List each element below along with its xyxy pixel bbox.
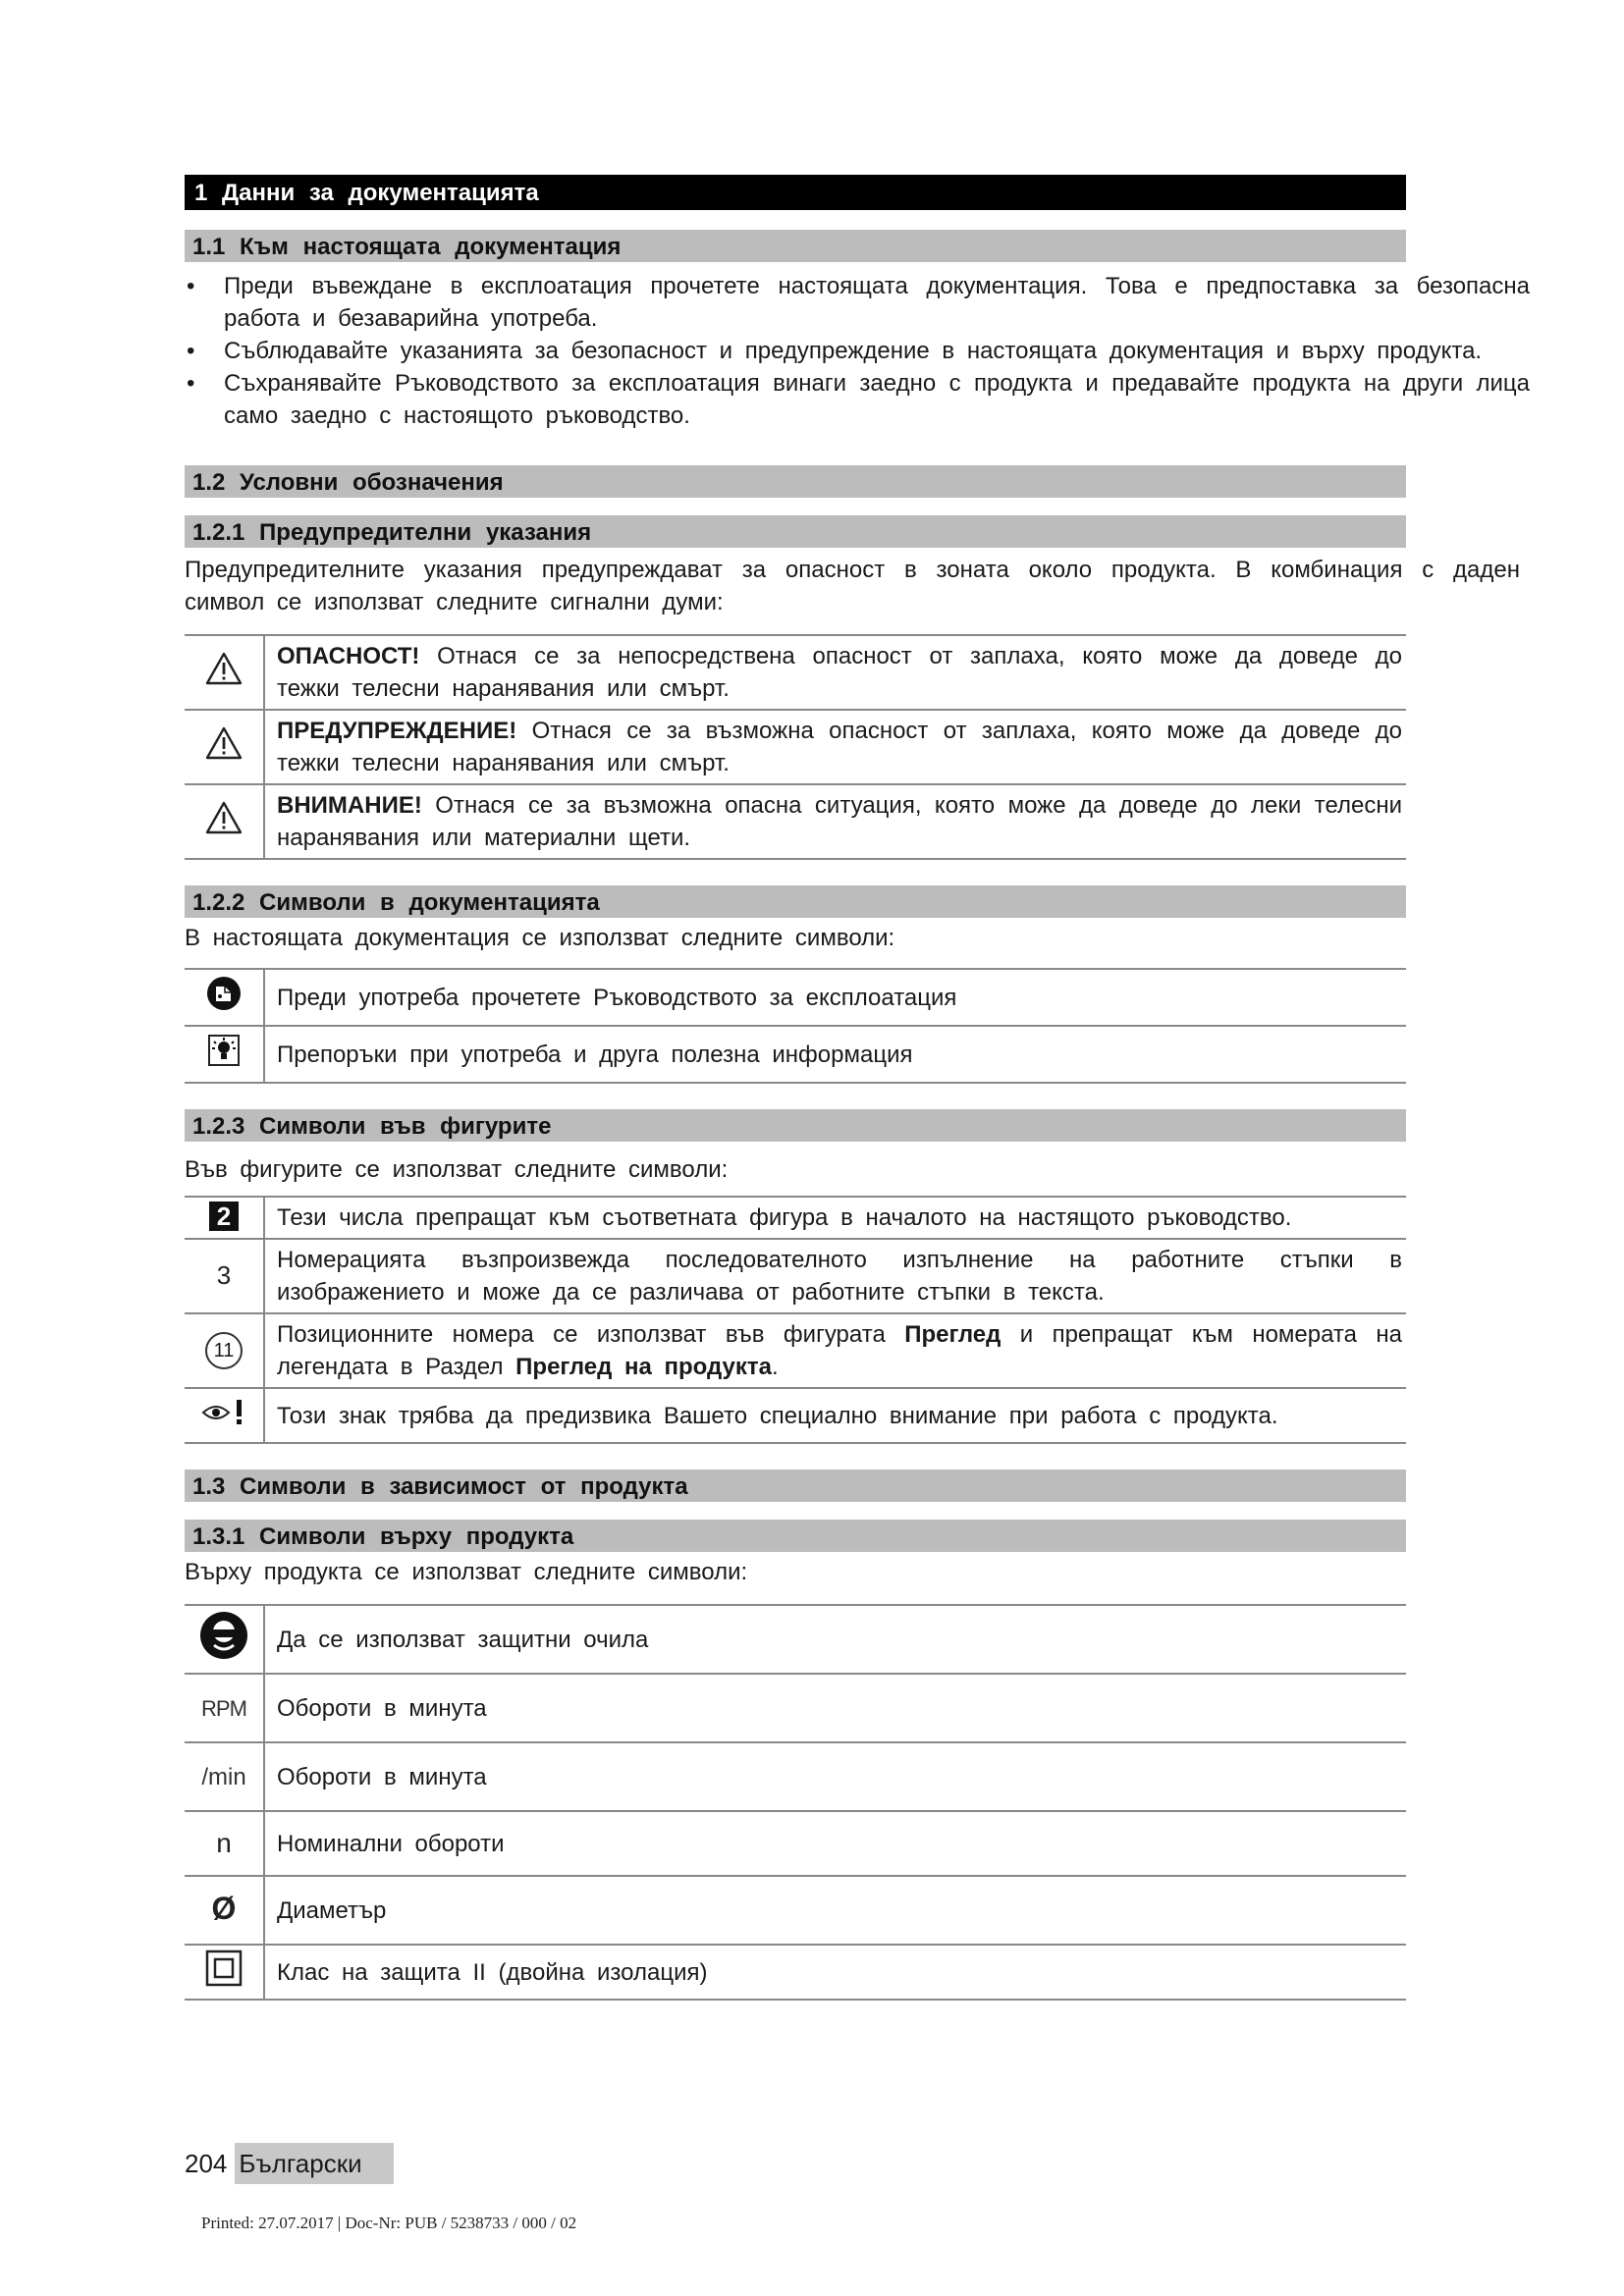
table-row: [185, 710, 1406, 784]
warning-triangle-icon: [185, 710, 264, 784]
fig-symbol-text: .: [772, 1354, 779, 1380]
table-row: [185, 1026, 1406, 1083]
warning-text: Отнася се за възможна опасност от заплаха, която може да доведе до тежки телесни наранявания или смърт.: [277, 718, 1402, 776]
page-number: 204: [185, 2149, 228, 2178]
bullet-item: • Преди въвеждане в експлоатация прочетете настоящата документация. Това е предпоставка за безопасна работа и безаварийна употреба.: [185, 270, 1530, 335]
section-heading-1-3: 1.3 Символи в зависимост от продукта: [185, 1469, 1406, 1502]
fig-symbol-text: Номерацията възпроизвежда последователното изпълнение на работните стъпки в изображението и може да се различава от работните стъпки в текста.: [264, 1239, 1406, 1313]
table-row: [185, 1605, 1406, 1674]
warnings-intro: Предупредителните указания предупреждават за опасност в зоната около продукта. В комбинация с даден символ се използват следните сигнални думи:: [185, 557, 1520, 615]
doc-symbols-intro: В настоящата документация се използват следните символи:: [185, 925, 895, 951]
product-symbol-text: Обороти в минута: [264, 1674, 1406, 1742]
rpm-icon: RPM: [185, 1674, 264, 1742]
page-content: [185, 175, 1530, 2001]
warnings-table: [185, 634, 1406, 860]
table-row: [185, 1742, 1406, 1811]
table-row: [185, 635, 1406, 710]
doc-symbol-text: Преди употреба прочетете Ръководството за експлоатация: [264, 969, 1406, 1026]
signal-word: ПРЕДУПРЕЖДЕНИЕ!: [277, 718, 517, 744]
step-number-icon: 3: [185, 1239, 264, 1313]
section-heading-1-3-1: 1.3.1 Символи върху продукта: [185, 1520, 1406, 1552]
product-symbols-table: [185, 1604, 1406, 2001]
fig-symbol-text: Позиционните номера се използват във фигурата: [277, 1321, 886, 1348]
info-lamp-icon: [185, 1026, 264, 1083]
table-row: [185, 1197, 1406, 1239]
page-footer: [185, 2143, 394, 2184]
manual-icon: [185, 969, 264, 1026]
table-row: [185, 1945, 1406, 2000]
figure-number-icon: 2: [185, 1197, 264, 1239]
section-heading-1: 1 Данни за документацията: [185, 175, 1406, 210]
safety-goggles-icon: [185, 1605, 264, 1674]
warning-text: Отнася се за непосредствена опасност от заплаха, която може да доведе до тежки телесни наранявания или смърт.: [277, 643, 1402, 702]
fig-symbol-text: и препращат към номерата на легендата в Раздел: [277, 1321, 1402, 1380]
bold-term: Преглед на продукта: [515, 1354, 772, 1380]
section-heading-1-2-2: 1.2.2 Символи в документацията: [185, 885, 1406, 918]
fig-symbol-text: Този знак трябва да предизвика Вашето специално внимание при работа с продукта.: [264, 1388, 1406, 1443]
table-row: [185, 1876, 1406, 1945]
eye-attention-icon: [185, 1388, 264, 1443]
print-info: Printed: 27.07.2017 | Doc-Nr: PUB / 5238733 / 000 / 02: [201, 2214, 577, 2232]
doc-symbols-table: [185, 968, 1406, 1084]
table-row: [185, 1239, 1406, 1313]
fig-symbol-text: Тези числа препращат към съответната фигура в началото на настящото ръководство.: [264, 1197, 1406, 1239]
signal-word: ВНИМАНИЕ!: [277, 792, 422, 819]
product-symbol-text: Клас на защита II (двойна изолация): [264, 1945, 1406, 2000]
position-number-icon: 11: [185, 1313, 264, 1388]
class-ii-icon: [185, 1945, 264, 2000]
fig-symbols-intro: Във фигурите се използват следните символи:: [185, 1156, 729, 1183]
table-row: [185, 969, 1406, 1026]
bold-term: Преглед: [904, 1321, 1001, 1348]
product-symbols-intro: Върху продукта се използват следните символи:: [185, 1559, 748, 1585]
product-symbol-text: Обороти в минута: [264, 1742, 1406, 1811]
table-row: [185, 1811, 1406, 1876]
warning-triangle-icon: [185, 784, 264, 859]
nominal-speed-icon: n: [185, 1811, 264, 1876]
doc-symbol-text: Препоръки при употреба и друга полезна информация: [264, 1026, 1406, 1083]
table-row: [185, 1388, 1406, 1443]
section-heading-1-2-1: 1.2.1 Предупредителни указания: [185, 515, 1406, 548]
bullet-item: • Съхранявайте Ръководството за експлоатация винаги заедно с продукта и предавайте продукта на други лица само заедно с настоящото ръководство.: [185, 367, 1530, 432]
fig-symbols-table: [185, 1196, 1406, 1444]
per-minute-icon: /min: [185, 1742, 264, 1811]
warning-text: Отнася се за възможна опасна ситуация, която може да доведе до леки телесни наранявания или материални щети.: [277, 792, 1403, 851]
language-label: Български: [235, 2143, 393, 2184]
section-heading-1-2: 1.2 Условни обозначения: [185, 465, 1406, 498]
product-symbol-text: Да се използват защитни очила: [264, 1605, 1406, 1674]
bullet-list: [185, 270, 1530, 432]
table-row: [185, 1674, 1406, 1742]
table-row: [185, 784, 1406, 859]
diameter-icon: Ø: [185, 1876, 264, 1945]
bullet-item: • Съблюдавайте указанията за безопасност и предупреждение в настоящата документация и върху продукта.: [185, 335, 1530, 367]
warning-triangle-icon: [185, 635, 264, 710]
table-row: [185, 1313, 1406, 1388]
product-symbol-text: Диаметър: [264, 1876, 1406, 1945]
signal-word: ОПАСНОСТ!: [277, 643, 420, 669]
section-heading-1-2-3: 1.2.3 Символи във фигурите: [185, 1109, 1406, 1142]
product-symbol-text: Номинални обороти: [264, 1811, 1406, 1876]
section-heading-1-1: 1.1 Към настоящата документация: [185, 230, 1406, 262]
